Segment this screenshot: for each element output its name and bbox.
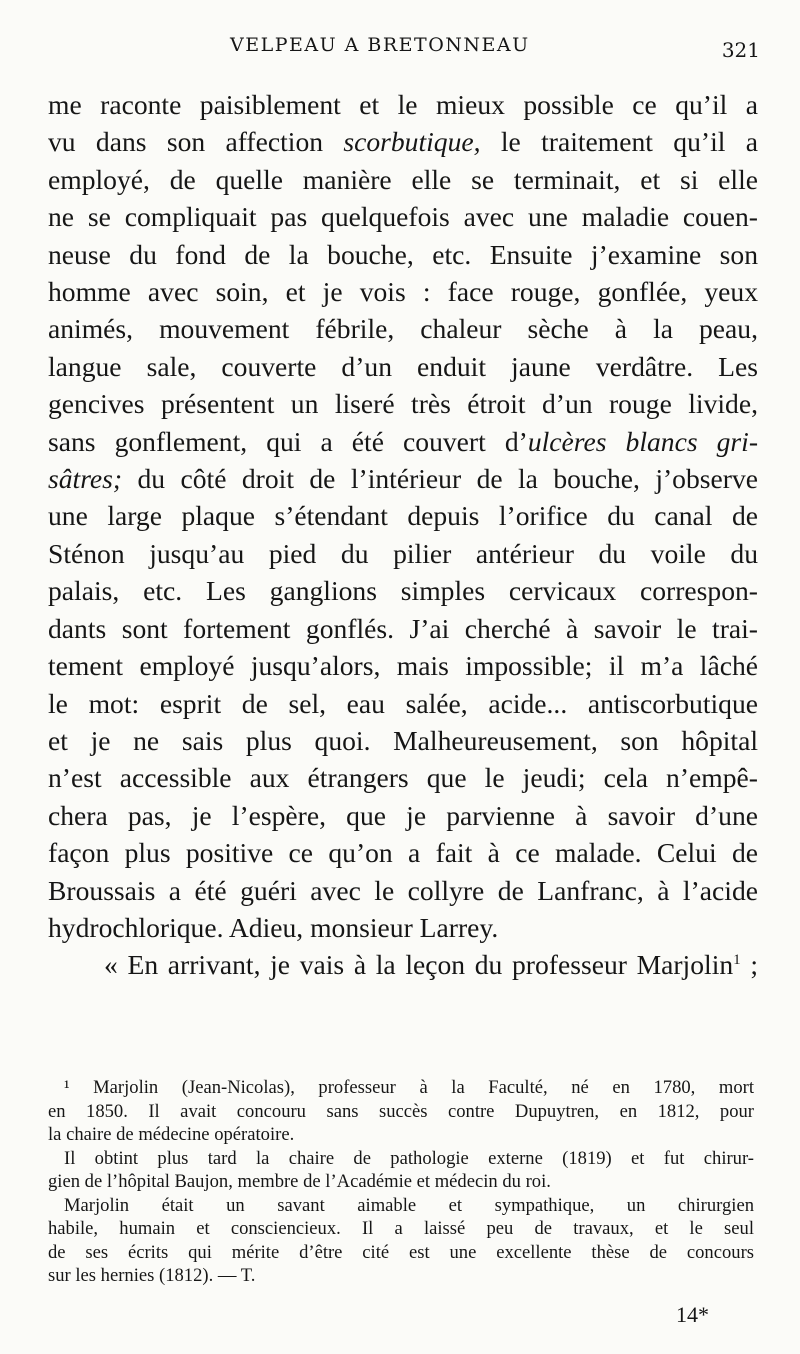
body-line [48, 123, 758, 160]
text-segment: du côté droit de l’intérieur de la bouche, j’observe [122, 463, 758, 495]
signature-mark: 14* [676, 1302, 709, 1327]
body-line [48, 348, 758, 385]
footnote-line: de ses écrits qui mérite d’être cité est une excellente thèse de concours [48, 1241, 754, 1263]
body-line [48, 86, 758, 123]
body-line [48, 834, 758, 871]
footnote-line: la chaire de médecine opératoire. [48, 1124, 295, 1145]
body-line [48, 685, 758, 722]
text-segment: chera pas, je l’espère, que je parvienne à savoir d’une [48, 799, 758, 831]
body-line [48, 946, 758, 983]
footnote-line: Marjolin était un savant aimable et sympathique, un chirurgien [64, 1194, 754, 1216]
body-line [48, 423, 758, 460]
body-line [48, 572, 758, 609]
text-segment: et je ne sais plus quoi. Malheureusement, son hôpital [48, 724, 758, 756]
body-line [48, 872, 758, 909]
footnote-line: habile, humain et consciencieux. Il a laissé peu de travaux, et le seul [48, 1218, 754, 1239]
text-segment: sans gonflement, qui a été couvert d’ [48, 425, 528, 457]
body-line [48, 647, 758, 684]
text-segment: « En arrivant, je vais à la leçon du professeur Marjolin [104, 949, 734, 981]
body-line [48, 198, 758, 235]
text-segment: me raconte paisiblement et le mieux possible ce qu’il a [48, 89, 758, 120]
text-segment: tement employé jusqu’alors, mais impossible; il m’a lâché [48, 650, 758, 682]
footnotes [48, 1076, 754, 1288]
body-line [48, 161, 758, 198]
footnote-line: gien de l’hôpital Baujon, membre de l’Académie et médecin du roi. [48, 1171, 551, 1192]
body-line [48, 797, 758, 834]
italic-text: scorbutique, [343, 126, 481, 158]
text-segment: langue sale, couverte d’un enduit jaune verdâtre. Les [48, 350, 758, 382]
text-segment: une large plaque s’étendant depuis l’orifice du canal de [48, 500, 758, 532]
footnote-ref: 1 [733, 952, 741, 969]
text-segment: ; [740, 949, 758, 981]
text-segment: neuse du fond de la bouche, etc. Ensuite j’examine son [48, 238, 758, 270]
text-segment: animés, mouvement fébrile, chaleur sèche à la peau, [48, 313, 758, 345]
body-line [48, 909, 758, 946]
footnote-line: ¹ Marjolin (Jean-Nicolas), professeur à la Faculté, né en 1780, mort [64, 1077, 754, 1098]
body-line [48, 497, 758, 534]
body-line [48, 460, 758, 497]
text-segment: dants sont fortement gonflés. J’ai cherché à savoir le trai- [48, 612, 758, 644]
body-line [48, 610, 758, 647]
text-segment: Sténon jusqu’au pied du pilier antérieur du voile du [48, 537, 758, 569]
text-segment: palais, etc. Les ganglions simples cervicaux correspon- [48, 575, 758, 607]
page-number: 321 [721, 38, 760, 62]
text-segment: n’est accessible aux étrangers que le jeudi; cela n’empê- [48, 762, 758, 794]
body-line [48, 385, 758, 422]
text-segment: gencives présentent un liseré très étroit d’un rouge livide, [48, 388, 758, 420]
body-line [48, 273, 758, 310]
text-segment: le mot: esprit de sel, eau salée, acide... antiscorbutique [48, 687, 758, 719]
text-segment: façon plus positive ce qu’on a fait à ce malade. Celui de [48, 837, 758, 869]
italic-text: sâtres; [48, 463, 123, 495]
text-segment: hydrochlorique. Adieu, monsieur Larrey. [48, 911, 499, 943]
footnote-line: en 1850. Il avait concouru sans succès contre Dupuytren, en 1812, pour [48, 1100, 754, 1122]
footnote-line: sur les hernies (1812). — T. [48, 1265, 256, 1286]
italic-text: ulcères blancs gri- [527, 425, 759, 457]
main-text [48, 86, 758, 984]
text-segment: ne se compliquait pas quelquefois avec une maladie couen- [48, 201, 758, 233]
text-segment: le traitement qu’il a [480, 126, 758, 158]
body-line [48, 722, 758, 759]
body-line [48, 310, 758, 347]
text-segment: homme avec soin, et je vois : face rouge, gonflée, yeux [48, 276, 758, 308]
body-line [48, 535, 758, 572]
text-segment: Broussais a été guéri avec le collyre de Lanfranc, à l’acide [48, 874, 758, 906]
body-line [48, 759, 758, 796]
text-segment: vu dans son affection [48, 126, 344, 158]
text-segment: employé, de quelle manière elle se terminait, et si elle [48, 163, 758, 195]
body-line [48, 236, 758, 273]
running-title: VELPEAU A BRETONNEAU [230, 34, 530, 56]
footnote-line: Il obtint plus tard la chaire de pathologie externe (1819) et fut chirur- [64, 1147, 754, 1169]
